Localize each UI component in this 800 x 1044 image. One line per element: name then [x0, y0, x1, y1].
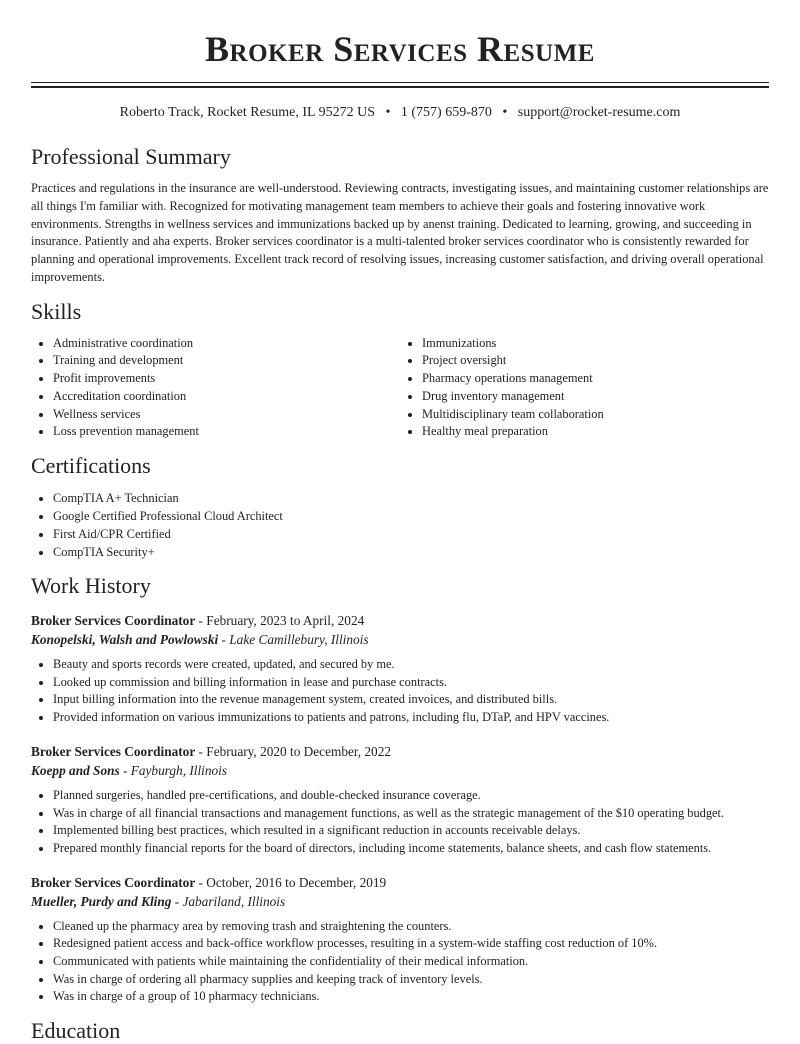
- contact-line: [31, 104, 769, 122]
- job-role: Broker Services Coordinator: [31, 743, 196, 759]
- skill-item: • Wellness services: [53, 406, 400, 424]
- skill-item: • Pharmacy operations management: [422, 370, 769, 388]
- job-bullet: • Input billing information into the revenue management system, created invoices, and distributed bills.: [53, 691, 769, 709]
- certification-item: • CompTIA A+ Technician: [53, 489, 769, 507]
- job-role: Broker Services Coordinator: [31, 874, 196, 890]
- job-header: [31, 743, 769, 761]
- job-bullet: • Was in charge of a group of 10 pharmacy technicians.: [53, 988, 769, 1006]
- job-company-line: [31, 630, 769, 649]
- education-heading: Education: [31, 1018, 121, 1044]
- job-company: Mueller, Purdy and Kling: [31, 893, 172, 909]
- job-bullet: • Planned surgeries, handled pre-certifications, and double-checked insurance coverage.: [53, 787, 769, 805]
- contact-separator: •: [385, 105, 391, 120]
- job-location: - Lake Camillebury, Illinois: [218, 632, 369, 647]
- job-bullets: [31, 787, 769, 858]
- skill-item: • Healthy meal preparation: [422, 423, 769, 441]
- title-divider-thin: [31, 82, 769, 83]
- job-bullets: [31, 656, 769, 727]
- skill-item: • Drug inventory management: [422, 388, 769, 406]
- job-location: - Jabariland, Illinois: [171, 893, 286, 909]
- skill-item: • Profit improvements: [53, 370, 400, 388]
- summary-text: Practices and regulations in the insurance are well-understood. Reviewing contracts, investigating issues, and maintaining customer relationships are all things I'm familiar with. Recognized for motivating management team members to achieve their goals and fostering innovative work environments. Strengths in wellness services and immunizations backed up by anenst training. Dedicated to learning, growing, and succeeding in insurance. Patiently and aha experts. Broker services coordinator is a multi-talented broker services coordinator who is consistently rewarded for planning and operational improvements. Excellent track record of resolving issues, increasing customer satisfaction, and driving overall operational improvements.: [31, 181, 769, 284]
- job-bullet: • Communicated with patients while maintaining the confidentiality of their medical information.: [53, 953, 769, 971]
- contact-email[interactable]: support@rocket-resume.com: [517, 105, 681, 120]
- job-bullet: • Provided information on various immunizations to patients and patrons, including flu, DTaP, and HPV vaccines.: [53, 709, 769, 727]
- skill-item: • Accreditation coordination: [53, 388, 400, 406]
- skills-column-right: [400, 335, 769, 441]
- work-history-heading: Work History: [31, 573, 151, 598]
- skills-column-left: [31, 335, 400, 441]
- resume-title: Broker Services Resume: [205, 29, 595, 69]
- job-entry: [31, 874, 769, 1007]
- job-header: [31, 612, 769, 630]
- job-bullet: • Redesigned patient access and back-office workflow processes, resulting in a system-wide staffing cost reduction of 10%.: [53, 935, 769, 953]
- certifications-list: [31, 489, 769, 561]
- job-entry: [31, 743, 769, 858]
- summary-heading: Professional Summary: [31, 144, 231, 169]
- job-company: Koepp and Sons: [31, 762, 120, 778]
- contact-phone: 1 (757) 659-870: [400, 105, 492, 120]
- job-company-line: [31, 761, 769, 780]
- skill-item: • Training and development: [53, 352, 400, 370]
- job-bullet: • Cleaned up the pharmacy area by removing trash and straightening the counters.: [53, 918, 769, 936]
- job-bullet: • Beauty and sports records were created, updated, and secured by me.: [53, 656, 769, 674]
- skill-item: • Multidisciplinary team collaboration: [422, 406, 769, 424]
- contact-address: Roberto Track, Rocket Resume, IL 95272 US: [119, 105, 375, 120]
- skill-item: • Immunizations: [422, 335, 769, 353]
- job-bullet: • Looked up commission and billing information in lease and purchase contracts.: [53, 674, 769, 692]
- job-dates: - February, 2020 to December, 2022: [195, 743, 392, 759]
- job-company: Konopelski, Walsh and Powlowski: [31, 632, 219, 647]
- job-bullet: • Was in charge of all financial transactions and management functions, as well as the strategic management of the $10 operating budget.: [53, 805, 769, 823]
- job-entry: [31, 612, 769, 727]
- job-header: [31, 874, 769, 892]
- job-dates: - October, 2016 to December, 2019: [195, 874, 387, 890]
- certification-item: • CompTIA Security+: [53, 543, 769, 561]
- certification-item: • First Aid/CPR Certified: [53, 525, 769, 543]
- skill-item: • Administrative coordination: [53, 335, 400, 353]
- job-dates: - February, 2023 to April, 2024: [195, 613, 365, 628]
- certifications-heading: Certifications: [31, 453, 151, 478]
- skills-list: [31, 335, 769, 441]
- job-bullets: [31, 918, 769, 1007]
- skill-item: • Loss prevention management: [53, 423, 400, 441]
- job-location: - Fayburgh, Illinois: [119, 762, 228, 778]
- resume-page: [31, 0, 769, 1044]
- job-bullet: • Was in charge of ordering all pharmacy supplies and keeping track of inventory levels.: [53, 971, 769, 989]
- certification-item: • Google Certified Professional Cloud Architect: [53, 507, 769, 525]
- contact-separator: •: [502, 105, 508, 120]
- job-bullet: • Prepared monthly financial reports for the board of directors, including income statements, balance sheets, and cash flow statements.: [53, 840, 769, 858]
- skill-item: • Project oversight: [422, 352, 769, 370]
- job-bullet: • Implemented billing best practices, which resulted in a significant reduction in accounts receivable delays.: [53, 822, 769, 840]
- job-role: Broker Services Coordinator: [31, 613, 196, 628]
- title-divider-thick: [31, 86, 769, 88]
- skills-heading: Skills: [31, 298, 82, 324]
- job-company-line: [31, 892, 769, 911]
